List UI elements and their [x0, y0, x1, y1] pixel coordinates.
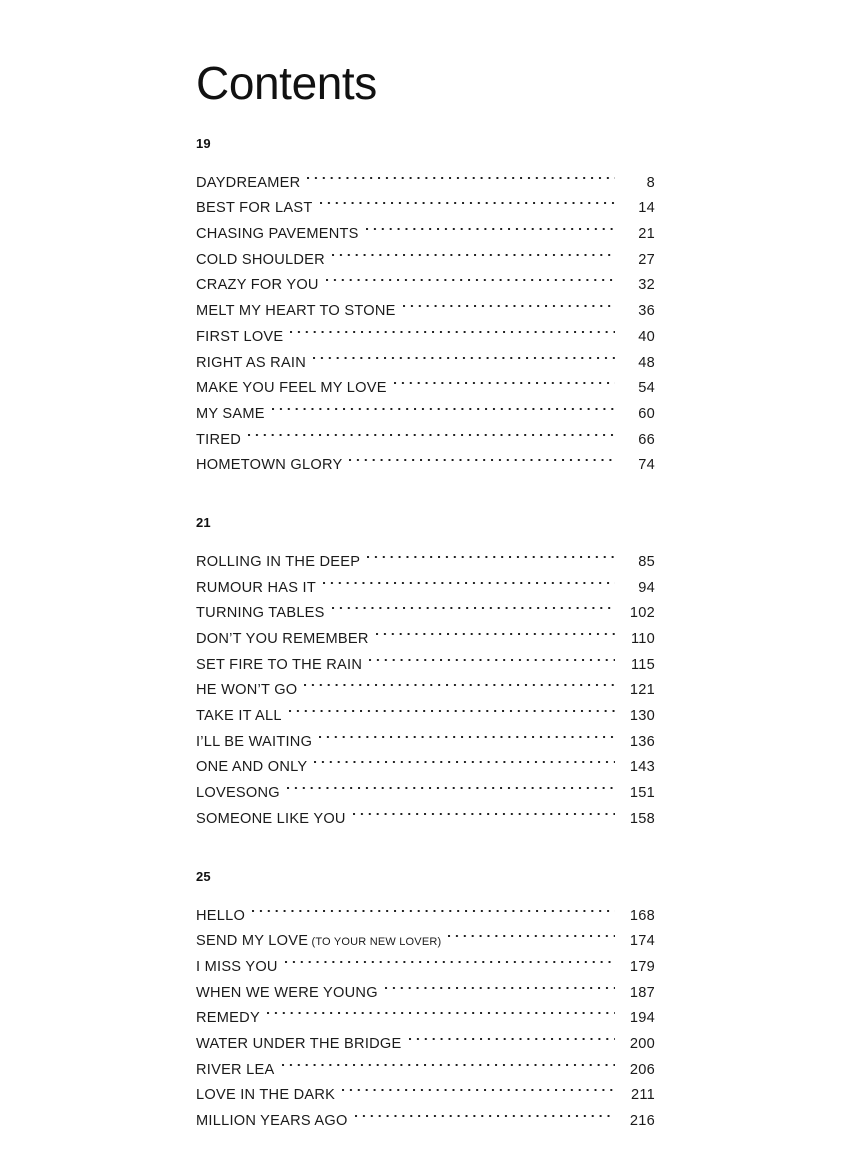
entry-title-main: LOVE IN THE DARK [196, 1087, 336, 1104]
entry-title [196, 1058, 282, 1084]
entry-title-main: MILLION YEARS AGO [196, 1113, 348, 1129]
entry-page-number: 40 [638, 328, 655, 345]
dot-leader [313, 341, 615, 367]
entry-title-main: MY SAME [196, 405, 265, 422]
entry-title-main: WHEN WE WERE YOUNG [196, 984, 378, 1001]
page-title: Contents [196, 57, 377, 109]
dot-leader [326, 264, 615, 290]
dot-leader [332, 238, 615, 264]
dot-leader [285, 945, 615, 971]
entry-page-number: 194 [629, 1010, 655, 1027]
dot-leader [403, 289, 615, 315]
entry-page-number: 115 [630, 656, 655, 673]
entry-title-main: WATER UNDER THE BRIDGE [196, 1035, 402, 1052]
dot-leader [304, 669, 615, 695]
entry-page-number: 102 [629, 605, 655, 622]
dot-leader [349, 444, 615, 470]
entry-page-number: 151 [629, 785, 655, 802]
entry-page-number: 206 [629, 1061, 655, 1078]
entry-title-main: ONE AND ONLY [196, 759, 308, 776]
dot-leader [272, 392, 615, 418]
entry-title-main: HE WON’T GO [196, 682, 298, 699]
dot-leader [287, 771, 615, 797]
dot-leader [252, 894, 615, 920]
section-number: 21 [196, 515, 211, 531]
dot-leader [355, 1099, 615, 1125]
entry-title [196, 351, 313, 377]
entry-page-number: 110 [630, 631, 655, 647]
entry-title [196, 601, 332, 627]
entry-title-main: SOMEONE LIKE YOU [196, 810, 346, 827]
entry-title [196, 171, 307, 197]
entry-page-number: 136 [629, 733, 655, 750]
section-number: 19 [196, 136, 211, 151]
entry-title-main: HOMETOWN GLORY [196, 457, 343, 474]
entry-page-number: 121 [629, 682, 655, 699]
entry-page-number: 179 [629, 958, 655, 975]
toc-entry[interactable] [196, 161, 655, 191]
entry-title-main: REMEDY [196, 1010, 260, 1027]
dot-leader [332, 592, 615, 618]
entry-title-main: SET FIRE TO THE RAIN [196, 656, 363, 673]
toc-section [196, 136, 655, 474]
entry-page-number: 158 [629, 810, 655, 827]
entry-page-number: 74 [638, 457, 655, 474]
entry-title-subtitle: (TO YOUR NEW LOVER) [308, 936, 442, 949]
entry-page-number: 85 [638, 553, 655, 570]
entry-title-main: LOVESONG [196, 785, 280, 802]
entry-title-main: MAKE YOU FEEL MY LOVE [196, 380, 387, 397]
entry-title-main: TURNING TABLES [196, 605, 325, 622]
entry-page-number: 27 [638, 251, 655, 268]
content-area [196, 0, 655, 1129]
entry-page-number: 14 [638, 200, 655, 217]
toc-entry[interactable] [196, 444, 655, 474]
entry-title-main: HELLO [196, 907, 246, 924]
toc-section [196, 868, 655, 1129]
entry-title-main: ROLLING IN THE DEEP [196, 553, 361, 570]
entry-title-main: I’LL BE WAITING [196, 733, 313, 750]
toc-entry[interactable] [196, 894, 655, 924]
entry-title-main: CHASING PAVEMENTS [196, 226, 359, 243]
dot-leader [282, 1048, 616, 1074]
entry-title [196, 1006, 267, 1032]
entry-title [196, 576, 323, 602]
entry-title [196, 196, 320, 222]
entry-page-number: 32 [638, 277, 655, 294]
entry-title-main: CRAZY FOR YOU [196, 277, 319, 294]
dot-leader [394, 367, 615, 393]
entry-title [196, 1109, 355, 1135]
dot-leader [448, 920, 615, 946]
entry-page-number: 216 [629, 1113, 655, 1129]
section-number: 25 [196, 868, 211, 884]
entry-page-number: 168 [629, 907, 655, 924]
dot-leader [319, 720, 615, 746]
table-of-contents [196, 136, 655, 1129]
entry-title [196, 453, 349, 479]
entry-page-number: 8 [646, 174, 655, 191]
entry-title [196, 248, 332, 274]
dot-leader [367, 540, 615, 566]
entry-title [196, 904, 252, 930]
dot-leader [342, 1074, 615, 1100]
dot-leader [289, 694, 615, 720]
entry-title [196, 730, 319, 756]
entry-title [196, 273, 326, 299]
entry-page-number: 143 [629, 759, 655, 776]
entry-title [196, 704, 289, 730]
dot-leader [409, 1022, 615, 1048]
dot-leader [320, 187, 615, 213]
entry-title-main: TAKE IT ALL [196, 708, 282, 725]
entry-title-main: DAYDREAMER [196, 174, 301, 191]
dot-leader [290, 315, 615, 341]
entry-title-main: RIVER LEA [196, 1061, 275, 1078]
entry-page-number: 187 [629, 984, 655, 1001]
entry-page-number: 21 [638, 226, 655, 243]
entry-title-main: FIRST LOVE [196, 328, 284, 345]
entry-title [196, 1083, 342, 1109]
toc-entry[interactable] [196, 540, 655, 570]
entry-title-main: MELT MY HEART TO STONE [196, 303, 396, 320]
dot-leader [307, 161, 615, 187]
entry-title [196, 428, 248, 454]
toc-entry[interactable] [196, 920, 655, 950]
dot-leader [369, 643, 615, 669]
entry-page-number: 211 [630, 1087, 655, 1104]
entry-page-number: 36 [638, 303, 655, 320]
entry-title [196, 627, 376, 653]
entry-page-number: 130 [629, 708, 655, 725]
entry-title-main: RIGHT AS RAIN [196, 354, 307, 371]
entry-title-main: I MISS YOU [196, 958, 278, 975]
entry-page-number: 54 [638, 380, 655, 397]
dot-leader [385, 971, 615, 997]
entry-title-main: COLD SHOULDER [196, 251, 325, 268]
dot-leader [323, 566, 615, 592]
entry-page-number: 60 [638, 405, 655, 422]
toc-section [196, 515, 655, 827]
entry-title-main: RUMOUR HAS IT [196, 579, 316, 596]
dot-leader [353, 797, 615, 823]
entry-page-number: 174 [629, 933, 655, 950]
entry-title [196, 325, 290, 351]
entry-page-number: 200 [629, 1035, 655, 1052]
entry-title-main: BEST FOR LAST [196, 200, 313, 217]
toc-entry[interactable] [196, 418, 655, 448]
entry-title [196, 955, 285, 981]
entry-page-number: 48 [638, 354, 655, 371]
dot-leader [267, 997, 615, 1023]
entry-title-main: SEND MY LOVE [196, 933, 309, 950]
entry-page-number: 94 [638, 579, 655, 596]
dot-leader [376, 617, 615, 643]
dot-leader [366, 212, 615, 238]
dot-leader [314, 746, 615, 772]
entry-page-number: 66 [638, 431, 655, 448]
entry-title-main: TIRED [196, 431, 242, 448]
entry-title-main: DON’T YOU REMEMBER [196, 631, 369, 647]
dot-leader [248, 418, 615, 444]
entry-title [196, 807, 353, 833]
entry-title [196, 781, 287, 807]
